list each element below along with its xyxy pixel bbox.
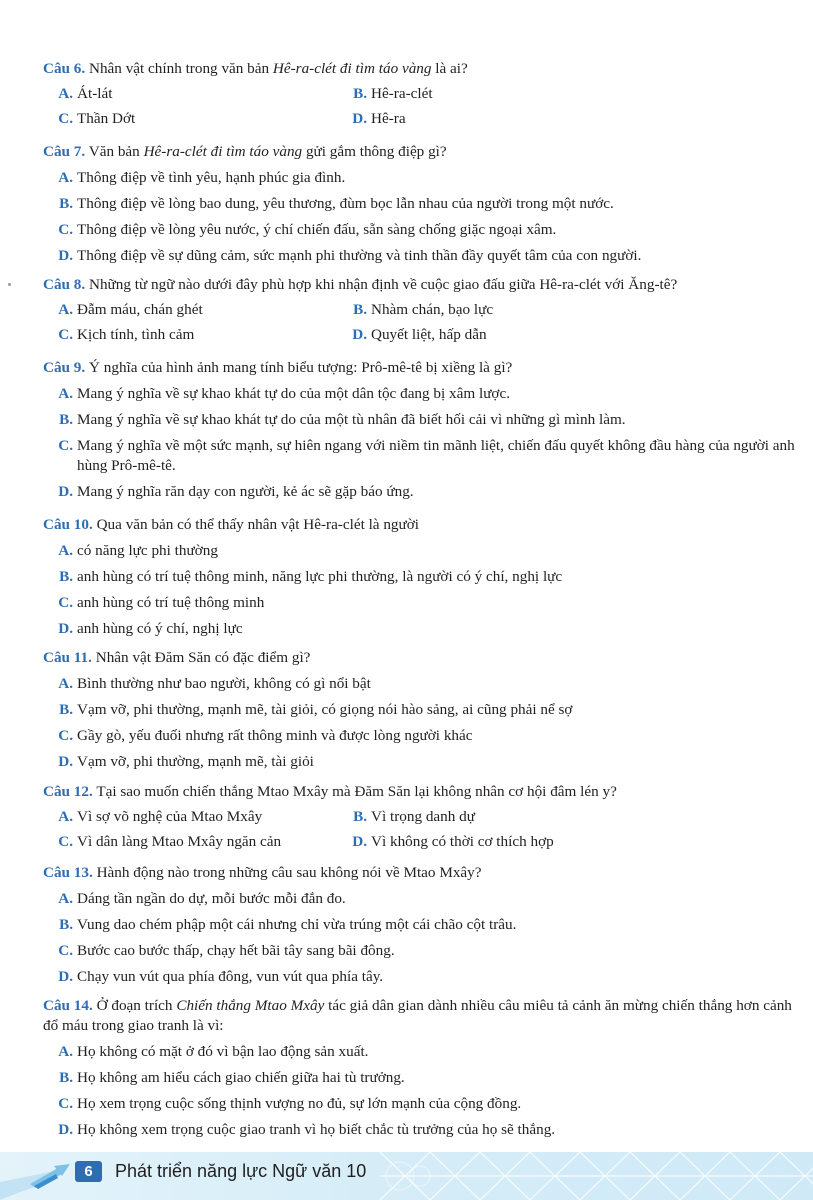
question-10-option-d <box>43 619 795 639</box>
option-text: Vung dao chém phập một cái nhưng chỉ vừa trúng một cái chão cột trâu. <box>77 916 517 933</box>
question-12-option-c <box>43 832 350 852</box>
question-7-option-b <box>43 194 795 214</box>
question-12-options <box>43 802 795 852</box>
option-text: Dáng tần ngần do dự, mỗi bước mỗi đắn đo. <box>77 890 346 907</box>
option-text: Họ không am hiểu cách giao chiến giữa hai tù trưởng. <box>77 1069 405 1086</box>
option-letter: C. <box>58 594 73 611</box>
question-10-number: Câu 10. <box>43 516 93 533</box>
option-letter: C. <box>58 833 73 850</box>
option-text: Át-lát <box>77 85 113 102</box>
option-letter: D. <box>58 247 73 264</box>
question-10-stem <box>43 515 795 535</box>
question-14-text-b: tác giả dân gian dành nhiều câu miêu tả cảnh ăn mừng chiến thắng hơn cảnh đổ máu trong giao tranh là vì: <box>43 997 792 1034</box>
question-8-option-b <box>350 300 795 320</box>
option-text: Mang ý nghĩa về một sức mạnh, sự hiên ngang với niềm tin mãnh liệt, chiến đấu quyết không đầu hàng của người anh hùng Prô-mê-tê. <box>77 437 795 474</box>
option-text: Họ không xem trọng cuộc giao tranh vì họ biết chắc tù trưởng của họ sẽ thắng. <box>77 1121 556 1138</box>
option-text: Vì dân làng Mtao Mxây ngăn cản <box>77 833 282 850</box>
question-13-option-b <box>43 915 795 935</box>
option-text: Họ không có mặt ở đó vì bận lao động sản xuất. <box>77 1043 369 1060</box>
question-8-option-a <box>43 300 350 320</box>
question-10-option-b <box>43 567 795 587</box>
option-text: Mang ý nghĩa về sự khao khát tự do của một dân tộc đang bị xâm lược. <box>77 385 510 402</box>
question-9-text: Ý nghĩa của hình ảnh mang tính biểu tượng: Prô-mê-tê bị xiềng là gì? <box>89 359 513 376</box>
question-11-number: Câu 11. <box>43 649 92 666</box>
question-6-text-b: là ai? <box>431 60 468 77</box>
question-14 <box>43 996 795 1140</box>
question-13-number: Câu 13. <box>43 864 93 881</box>
question-6-option-c <box>43 109 350 129</box>
question-12-option-d <box>350 832 795 852</box>
question-11-stem <box>43 648 795 668</box>
question-7-text-title: Hê-ra-clét đi tìm táo vàng <box>143 143 303 160</box>
option-letter: A. <box>58 301 73 318</box>
option-letter: A. <box>58 169 73 186</box>
book-title: Phát triển năng lực Ngữ văn 10 <box>115 1161 367 1181</box>
question-10-option-a <box>43 541 795 561</box>
option-text: Vạm vỡ, phi thường, mạnh mẽ, tài giỏi, có giọng nói hào sảng, ai cũng phải nể sợ <box>77 701 573 718</box>
option-text: Họ xem trọng cuộc sống thịnh vượng no đủ, sự lớn mạnh của cộng đồng. <box>77 1095 522 1112</box>
option-text: Gầy gò, yếu đuối nhưng rất thông minh và được lòng người khác <box>77 727 473 744</box>
question-6-option-b <box>350 84 795 104</box>
option-letter: C. <box>58 727 73 744</box>
option-letter: A. <box>58 85 73 102</box>
option-letter: A. <box>58 542 73 559</box>
question-9-option-d <box>43 482 795 502</box>
option-text: anh hùng có ý chí, nghị lực <box>77 620 243 637</box>
question-8 <box>43 275 795 345</box>
question-7 <box>43 142 795 266</box>
question-7-option-d <box>43 246 795 266</box>
question-14-option-d <box>43 1120 795 1140</box>
question-12-stem <box>43 782 795 802</box>
option-letter: D. <box>352 833 367 850</box>
option-text: Vì không có thời cơ thích hợp <box>371 833 554 850</box>
option-letter: C. <box>58 326 73 343</box>
question-9-number: Câu 9. <box>43 359 86 376</box>
option-text: Kịch tính, tình cảm <box>77 326 195 343</box>
option-text: Thông điệp về tình yêu, hạnh phúc gia đình. <box>77 169 346 186</box>
question-10-text: Qua văn bản có thể thấy nhân vật Hê-ra-clét là người <box>96 516 420 533</box>
question-12-number: Câu 12. <box>43 783 93 800</box>
option-letter: D. <box>58 1121 73 1138</box>
question-8-number: Câu 8. <box>43 276 86 293</box>
question-9-option-c <box>43 436 795 476</box>
option-letter: A. <box>58 890 73 907</box>
option-letter: B. <box>59 195 73 212</box>
option-letter: B. <box>59 916 73 933</box>
question-6-option-d <box>350 109 795 129</box>
question-14-stem <box>43 996 795 1036</box>
question-7-option-c <box>43 220 795 240</box>
question-12-text: Tại sao muốn chiến thắng Mtao Mxây mà Đăm Săn lại không nhân cơ hội đâm lén y? <box>96 783 617 800</box>
question-9-stem <box>43 358 795 378</box>
option-letter: D. <box>58 620 73 637</box>
option-text: Hê-ra-clét <box>371 85 433 102</box>
option-text: Quyết liệt, hấp dẫn <box>371 326 487 343</box>
question-10-option-c <box>43 593 795 613</box>
option-text: Mang ý nghĩa răn dạy con người, kẻ ác sẽ gặp báo ứng. <box>77 483 414 500</box>
question-6-option-a <box>43 84 350 104</box>
question-8-option-d <box>350 325 795 345</box>
question-10 <box>43 515 795 639</box>
option-text: Vì trọng danh dự <box>371 808 475 825</box>
question-6 <box>43 59 795 129</box>
option-letter: A. <box>58 1043 73 1060</box>
question-11-option-c <box>43 726 795 746</box>
question-14-number: Câu 14. <box>43 997 93 1014</box>
option-text: Vạm vỡ, phi thường, mạnh mẽ, tài giỏi <box>77 753 314 770</box>
question-14-option-a <box>43 1042 795 1062</box>
question-13-option-c <box>43 941 795 961</box>
option-text: Thông điệp về lòng bao dung, yêu thương, đùm bọc lẫn nhau của người trong một nước. <box>77 195 614 212</box>
option-letter: B. <box>59 1069 73 1086</box>
question-7-text-b: gửi gắm thông điệp gì? <box>302 143 447 160</box>
question-9-option-b <box>43 410 795 430</box>
page-number-badge: 6 <box>75 1161 102 1182</box>
question-7-number: Câu 7. <box>43 143 86 160</box>
question-12-option-b <box>350 807 795 827</box>
option-letter: D. <box>58 968 73 985</box>
option-text: Hê-ra <box>371 110 406 127</box>
question-12 <box>43 782 795 852</box>
option-text: Bình thường như bao người, không có gì nổi bật <box>77 675 371 692</box>
question-7-text-a: Văn bản <box>88 143 144 160</box>
option-text: Mang ý nghĩa về sự khao khát tự do của một tù nhân đã biết hối cải vì những gì mình làm. <box>77 411 626 428</box>
option-letter: B. <box>353 85 367 102</box>
option-letter: A. <box>58 808 73 825</box>
option-letter: C. <box>58 221 73 238</box>
question-14-option-b <box>43 1068 795 1088</box>
option-text: Vì sợ võ nghệ của Mtao Mxây <box>77 808 263 825</box>
option-letter: B. <box>353 808 367 825</box>
option-letter: D. <box>352 110 367 127</box>
option-letter: C. <box>58 110 73 127</box>
option-letter: C. <box>58 942 73 959</box>
option-text: Thông điệp về lòng yêu nước, ý chí chiến đấu, sẵn sàng chống giặc ngoại xâm. <box>77 221 557 238</box>
question-13 <box>43 863 795 987</box>
question-8-options <box>43 295 795 345</box>
option-text: Thần Dớt <box>77 110 136 127</box>
question-9 <box>43 358 795 502</box>
question-12-option-a <box>43 807 350 827</box>
question-8-stem <box>43 275 795 295</box>
question-13-stem <box>43 863 795 883</box>
option-letter: B. <box>59 568 73 585</box>
question-11-option-d <box>43 752 795 772</box>
question-13-text: Hành động nào trong những câu sau không nói về Mtao Mxây? <box>96 864 482 881</box>
margin-dot <box>8 283 11 286</box>
question-6-number: Câu 6. <box>43 60 86 77</box>
option-letter: B. <box>353 301 367 318</box>
question-13-option-a <box>43 889 795 909</box>
option-letter: A. <box>58 385 73 402</box>
option-letter: C. <box>58 1095 73 1112</box>
option-text: anh hùng có trí tuệ thông minh, năng lực phi thường, là người có ý chí, nghị lực <box>77 568 563 585</box>
option-text: Bước cao bước thấp, chạy hết bãi tây sang bãi đông. <box>77 942 395 959</box>
option-letter: C. <box>58 437 73 454</box>
option-letter: B. <box>59 411 73 428</box>
question-14-text-title: Chiến thắng Mtao Mxây <box>176 997 325 1014</box>
question-7-stem <box>43 142 795 162</box>
option-letter: D. <box>58 753 73 770</box>
question-11-text: Nhân vật Đăm Săn có đặc điểm gì? <box>95 649 311 666</box>
option-text: Nhàm chán, bạo lực <box>371 301 494 318</box>
question-11-option-b <box>43 700 795 720</box>
question-9-option-a <box>43 384 795 404</box>
option-letter: B. <box>59 701 73 718</box>
question-6-stem <box>43 59 795 79</box>
question-8-option-c <box>43 325 350 345</box>
option-text: Đẫm máu, chán ghét <box>77 301 203 318</box>
option-letter: A. <box>58 675 73 692</box>
option-text: anh hùng có trí tuệ thông minh <box>77 594 265 611</box>
question-11 <box>43 648 795 772</box>
question-6-text-title: Hê-ra-clét đi tìm táo vàng <box>272 60 432 77</box>
option-text: Thông điệp về sự dũng cảm, sức mạnh phi thường và tinh thần đầy quyết tâm của con người. <box>77 247 642 264</box>
question-13-option-d <box>43 967 795 987</box>
question-14-option-c <box>43 1094 795 1114</box>
question-7-option-a <box>43 168 795 188</box>
option-letter: D. <box>352 326 367 343</box>
question-11-option-a <box>43 674 795 694</box>
option-text: Chạy vun vút qua phía đông, vun vút qua phía tây. <box>77 968 384 985</box>
question-6-text-a: Nhân vật chính trong văn bản <box>89 60 273 77</box>
option-text: có năng lực phi thường <box>77 542 218 559</box>
question-14-text-a: Ở đoạn trích <box>96 997 177 1014</box>
option-letter: D. <box>58 483 73 500</box>
question-6-options <box>43 79 795 129</box>
question-8-text: Những từ ngữ nào dưới đây phù hợp khi nhận định về cuộc giao đấu giữa Hê-ra-clét với Ăng-tê? <box>89 276 678 293</box>
